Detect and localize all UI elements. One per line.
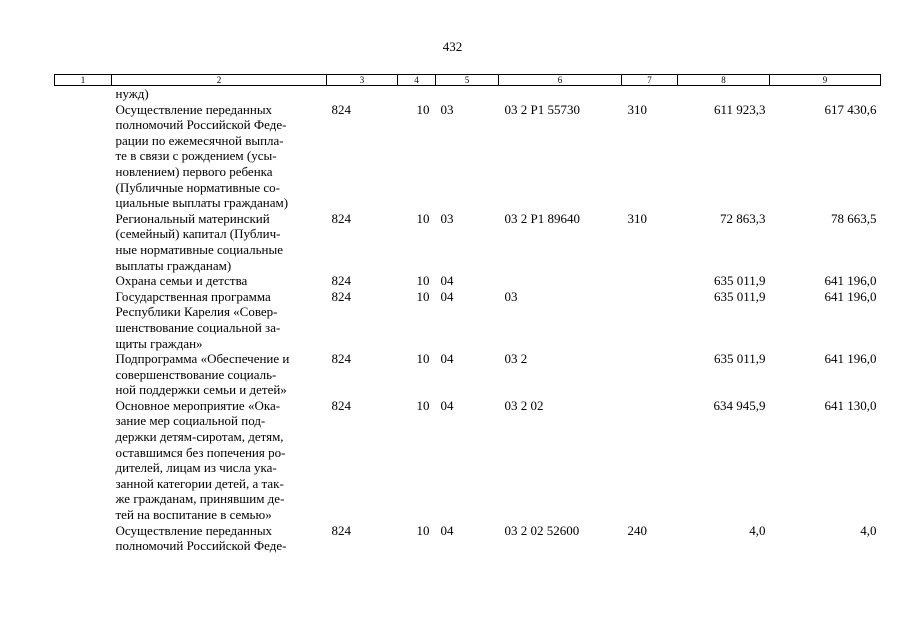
amount-year1-cell: 634 945,9 [713,397,766,413]
item-name-cell [112,102,327,211]
item-name-line: Государственная программа [115,288,271,304]
expense-type-cell [622,398,678,523]
table-row [55,211,881,273]
ministry-code-cell: 824 [331,351,351,367]
item-name-line: щиты граждан» [115,335,203,351]
section-cell: 10 [416,522,430,538]
table-row [55,86,881,102]
item-name-line: те в связи с рождением (усы- [115,148,277,164]
column-header: 2 [112,75,327,86]
target-article-cell: 03 2 P1 89640 [504,210,580,226]
ministry-code-cell: 824 [331,288,351,304]
table-row [55,351,881,398]
table-body [55,86,881,554]
budget-table [54,74,881,554]
column-header: 7 [622,75,678,86]
item-name-line: Осуществление переданных [115,101,273,117]
section-cell: 10 [416,210,430,226]
item-name-line: Осуществление переданных [115,522,273,538]
table-row [55,102,881,211]
section-cell [398,86,436,102]
amount-year1-cell: 72 863,3 [720,210,766,226]
expense-type-cell [622,273,678,289]
amount-year1-cell: 635 011,9 [713,273,766,289]
target-article-cell: 03 2 [504,351,528,367]
item-name-line: совершенствование социаль- [115,366,277,382]
row-number-cell [55,523,112,554]
item-name-line: шенствование социальной за- [115,319,281,335]
column-header: 3 [327,75,398,86]
amount-year2-cell: 4,0 [860,522,877,538]
row-number-cell [55,351,112,398]
item-name-line: новлением) первого ребенка [115,163,273,179]
amount-year2-cell: 78 663,5 [831,210,877,226]
column-header: 1 [55,75,112,86]
section-cell: 10 [416,351,430,367]
expense-type-cell: 310 [627,101,647,117]
ministry-code-cell: 824 [331,101,351,117]
amount-year1-cell: 4,0 [749,522,766,538]
item-name-cell [112,289,327,351]
item-name-line: полномочий Российской Феде- [115,538,287,554]
amount-year1-cell: 635 011,9 [713,351,766,367]
subsection-cell: 04 [440,273,454,289]
column-header: 5 [436,75,499,86]
subsection-cell: 04 [440,288,454,304]
target-article-cell: 03 2 02 [504,397,544,413]
item-name-line: занной категории детей, а так- [115,475,284,491]
row-number-cell [55,273,112,289]
amount-year2-cell: 641 196,0 [824,288,877,304]
section-cell: 10 [416,288,430,304]
item-name-line: держки детям-сиротам, детям, [115,429,284,445]
item-name-cell [112,523,327,554]
amount-year1-cell [678,86,770,102]
amount-year2-cell [770,86,881,102]
item-name-cell [112,351,327,398]
item-name-line: Республики Карелия «Совер- [115,304,278,320]
table-row [55,289,881,351]
target-article-cell: 03 [504,288,518,304]
item-name-line: зание мер социальной под- [115,413,266,429]
amount-year1-cell: 635 011,9 [713,288,766,304]
ministry-code-cell: 824 [331,210,351,226]
item-name-line: рации по ежемесячной выпла- [115,132,284,148]
item-name-line: нужд) [115,86,149,101]
amount-year1-cell: 611 923,3 [713,101,766,117]
target-article-cell: 03 2 02 52600 [504,522,580,538]
section-cell: 10 [416,397,430,413]
column-header: 4 [398,75,436,86]
row-number-cell [55,102,112,211]
amount-year2-cell: 641 196,0 [824,351,877,367]
item-name-cell [112,86,327,102]
column-header: 6 [499,75,622,86]
section-cell: 10 [416,101,430,117]
item-name-line: тей на воспитание в семью» [115,507,272,523]
row-number-cell [55,398,112,523]
expense-type-cell [622,86,678,102]
expense-type-cell [622,289,678,351]
subsection-cell [436,86,499,102]
subsection-cell: 03 [440,210,454,226]
item-name-cell [112,273,327,289]
item-name-line: (семейный) капитал (Публич- [115,226,281,242]
column-number-row [55,75,881,86]
section-cell: 10 [416,273,430,289]
target-article-cell: 03 2 P1 55730 [504,101,580,117]
item-name-line: дителей, лицам из числа ука- [115,460,277,476]
subsection-cell: 04 [440,397,454,413]
item-name-line: ные нормативные социальные [115,241,283,257]
subsection-cell: 04 [440,522,454,538]
ministry-code-cell: 824 [331,522,351,538]
ministry-code-cell: 824 [331,397,351,413]
item-name-line: (Публичные нормативные со- [115,179,280,195]
amount-year2-cell: 617 430,6 [824,101,877,117]
item-name-line: полномочий Российской Феде- [115,117,287,133]
item-name-line: Подпрограмма «Обеспечение и [115,351,290,367]
target-article-cell [499,273,622,289]
row-number-cell [55,211,112,273]
subsection-cell: 03 [440,101,454,117]
expense-type-cell: 240 [627,522,647,538]
amount-year2-cell: 641 130,0 [824,397,877,413]
ministry-code-cell: 824 [331,273,351,289]
target-article-cell [499,86,622,102]
column-header: 9 [770,75,881,86]
table-row [55,273,881,289]
column-header: 8 [678,75,770,86]
amount-year2-cell: 641 196,0 [824,273,877,289]
item-name-line: оставшимся без попечения ро- [115,444,286,460]
page-number: 432 [442,39,463,54]
item-name-cell [112,398,327,523]
item-name-line: же гражданам, принявшим де- [115,491,285,507]
item-name-line: Региональный материнский [115,210,270,226]
expense-type-cell [622,351,678,398]
item-name-line: выплаты гражданам) [115,257,232,273]
ministry-code-cell [327,86,398,102]
item-name-line: ной поддержки семьи и детей» [115,382,287,398]
item-name-line: Основное мероприятие «Ока- [115,397,281,413]
table-row [55,523,881,554]
row-number-cell [55,86,112,102]
item-name-line: Охрана семьи и детства [115,273,248,289]
subsection-cell: 04 [440,351,454,367]
item-name-line: циальные выплаты гражданам) [115,195,289,211]
item-name-cell [112,211,327,273]
row-number-cell [55,289,112,351]
table-row [55,398,881,523]
expense-type-cell: 310 [627,210,647,226]
